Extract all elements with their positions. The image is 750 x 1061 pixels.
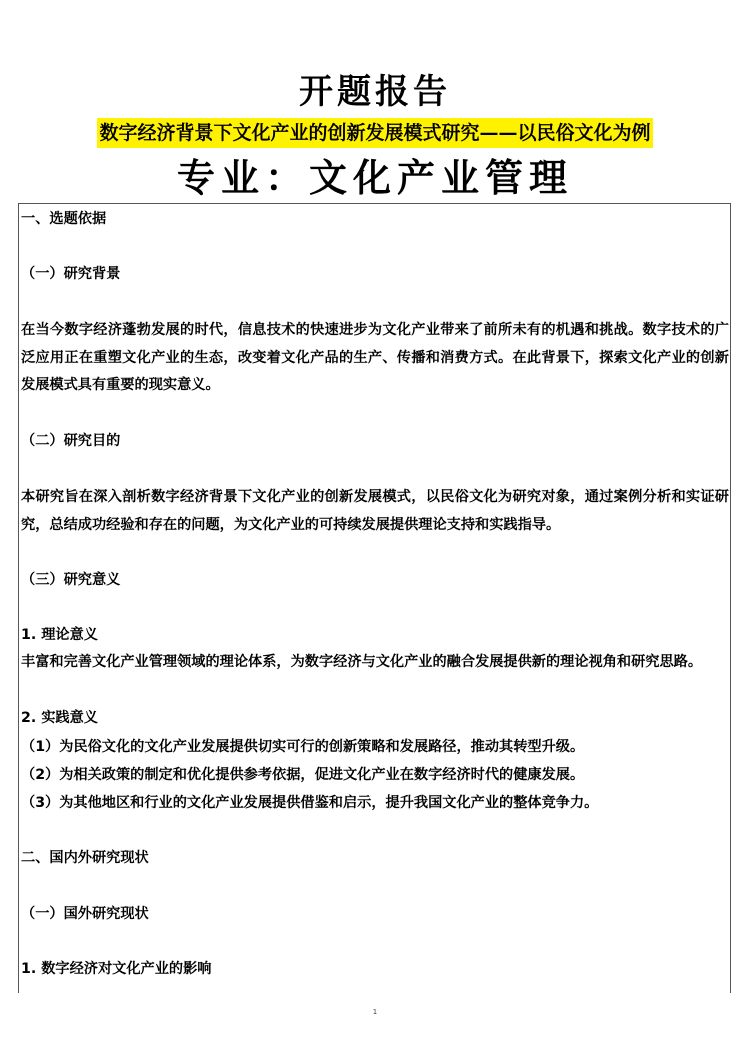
subsection-heading-foreign: （一）国外研究现状 — [21, 906, 149, 922]
content-frame — [18, 203, 731, 993]
practice-item-2: （2）为相关政策的制定和优化提供参考依据，促进文化产业在数字经济时代的健康发展。 — [21, 767, 585, 783]
item-heading-theory: 1. 理论意义 — [21, 627, 98, 643]
document-title: 开题报告 — [299, 72, 451, 112]
section-heading-status: 二、国内外研究现状 — [21, 850, 149, 866]
page-number: 1 — [372, 1008, 378, 1016]
subsection-heading-significance: （三）研究意义 — [21, 572, 121, 588]
practice-item-3: （3）为其他地区和行业的文化产业发展提供借鉴和启示，提升我国文化产业的整体竞争力。 — [21, 795, 599, 811]
subtitle-container — [0, 118, 750, 148]
subtitle-highlighted: 数字经济背景下文化产业的创新发展模式研究——以民俗文化为例 — [97, 118, 652, 148]
subsection-heading-background: （一）研究背景 — [21, 266, 121, 282]
practice-item-1: （1）为民俗文化的文化产业发展提供切实可行的创新策略和发展路径，推动其转型升级。 — [21, 739, 585, 755]
paragraph-theory: 丰富和完善文化产业管理领域的理论体系，为数字经济与文化产业的融合发展提供新的理论视角和研究思路。 — [21, 654, 703, 670]
section-heading-basis: 一、选题依据 — [21, 211, 107, 227]
paragraph-background: 在当今数字经济蓬勃发展的时代，信息技术的快速进步为文化产业带来了前所未有的机遇和挑战。数字技术的广泛应用正在重塑文化产业的生态，改变着文化产品的生产、传播和消费方式。在此背景下，探索文化产业的创新发展模式具有重要的现实意义。 — [21, 322, 729, 393]
item-heading-practice: 2. 实践意义 — [21, 710, 98, 726]
item-heading-impact: 1. 数字经济对文化产业的影响 — [21, 961, 212, 977]
major-heading: 专业：文化产业管理 — [176, 155, 573, 200]
subsection-heading-purpose: （二）研究目的 — [21, 433, 121, 449]
paragraph-purpose: 本研究旨在深入剖析数字经济背景下文化产业的创新发展模式，以民俗文化为研究对象，通过案例分析和实证研究，总结成功经验和存在的问题，为文化产业的可持续发展提供理论支持和实践指导。 — [21, 489, 729, 533]
